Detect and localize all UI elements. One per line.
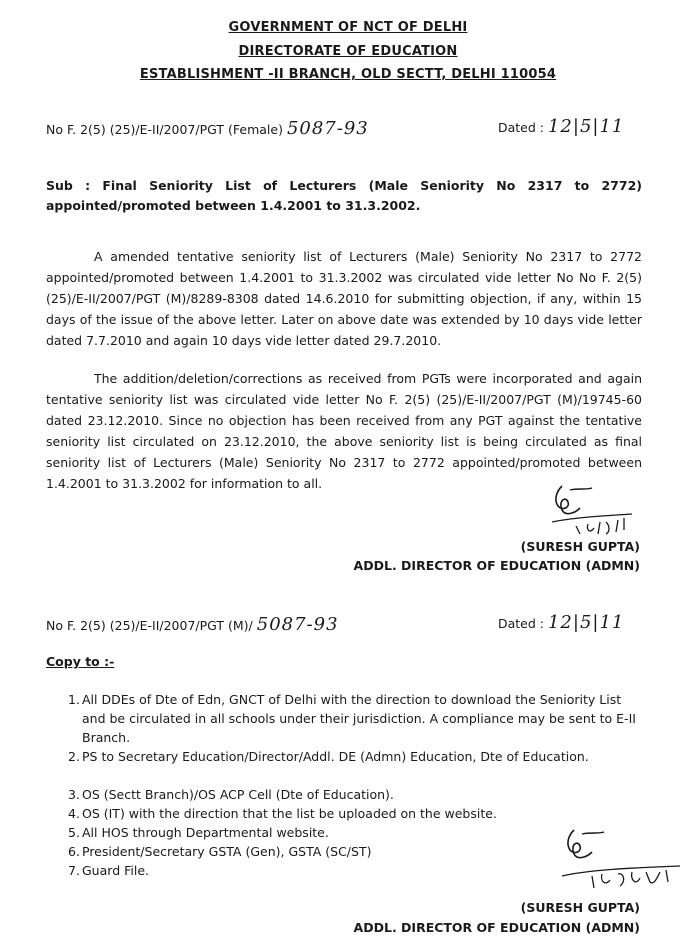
list-item-text: President/Secretary GSTA (Gen), GSTA (SC/ST) bbox=[82, 844, 372, 859]
signatory-name-2: (SURESH GUPTA) bbox=[520, 900, 640, 915]
signatory-designation-2: ADDL. DIRECTOR OF EDUCATION (ADMN) bbox=[353, 920, 640, 935]
list-item bbox=[46, 804, 646, 823]
list-item-text: OS (Sectt Branch)/OS ACP Cell (Dte of Education). bbox=[82, 787, 394, 802]
list-item bbox=[46, 747, 646, 766]
list-item bbox=[46, 785, 646, 804]
reference-number-2-text: No F. 2(5) (25)/E-II/2007/PGT (M)/ bbox=[46, 618, 253, 633]
list-item-number: 3. bbox=[68, 787, 80, 802]
reference-number-1-text: No F. 2(5) (25)/E-II/2007/PGT (Female) bbox=[46, 122, 283, 137]
list-item-text: OS (IT) with the direction that the list be uploaded on the website. bbox=[82, 806, 497, 821]
copy-to-label: Copy to :- bbox=[46, 654, 115, 669]
list-item-text: All DDEs of Dte of Edn, GNCT of Delhi with the direction to download the Seniority List and be circulated in all schools under their jurisdiction. A compliance may be sent to E-II Branch. bbox=[82, 692, 636, 745]
reference-number-2-handwritten: 5087-93 bbox=[256, 614, 339, 635]
date-2-label: Dated : bbox=[498, 616, 544, 631]
list-item-text: PS to Secretary Education/Director/Addl. DE (Admn) Education, Dte of Education. bbox=[82, 749, 589, 764]
signature-1-scribble bbox=[540, 478, 650, 540]
date-1-label: Dated : bbox=[498, 120, 544, 135]
date-1 bbox=[498, 116, 624, 137]
header-government: GOVERNMENT OF NCT OF DELHI bbox=[228, 20, 468, 35]
paragraph-1: A amended tentative seniority list of Lecturers (Male) Seniority No 2317 to 2772 appointed/promoted between 1.4.2001 to 31.3.2002 was circulated vide letter No No F. 2(5) (25)/E-II/2007/PGT (M)/8289-8308 dated 14.6.2010 for submitting objection, if any, within 15 days of the issue of the above letter. Later on above date was extended by 10 days vide letter dated 7.7.2010 and again 10 days vide letter dated 29.7.2010. bbox=[46, 249, 642, 348]
list-item-number: 5. bbox=[68, 825, 80, 840]
list-item-number: 4. bbox=[68, 806, 80, 821]
signature-2-scribble bbox=[548, 824, 688, 894]
header-branch-address: ESTABLISHMENT -II BRANCH, OLD SECTT, DELHI 110054 bbox=[139, 67, 557, 82]
reference-number-1-handwritten: 5087-93 bbox=[286, 118, 369, 139]
date-2 bbox=[498, 612, 624, 633]
list-item-text: All HOS through Departmental website. bbox=[82, 825, 329, 840]
reference-number-1 bbox=[46, 118, 369, 139]
list-item-number: 1. bbox=[68, 692, 80, 707]
signatory-designation-1: ADDL. DIRECTOR OF EDUCATION (ADMN) bbox=[353, 558, 640, 573]
list-item-text: Guard File. bbox=[82, 863, 149, 878]
date-2-handwritten: 12|5|11 bbox=[547, 612, 625, 633]
paragraph-2: The addition/deletion/corrections as received from PGTs were incorporated and again tentative seniority list was circulated vide letter No F. 2(5) (25)/E-II/2007/PGT (M)/19745-60 dated 23.12.2010. Since no objection has been received from any PGT against the tentative seniority list circulated on 23.12.2010, the above seniority list is being circulated as final seniority list of Lecturers (Male) Seniority No 2317 to 2772 appointed/promoted between 1.4.2001 to 31.3.2002 for information to all. bbox=[46, 371, 642, 491]
date-1-handwritten: 12|5|11 bbox=[547, 116, 625, 137]
subject-line: Sub : Final Seniority List of Lecturers (Male Seniority No 2317 to 2772) appointed/promoted between 1.4.2001 to 31.3.2002. bbox=[46, 178, 642, 213]
list-item-number: 7. bbox=[68, 863, 80, 878]
reference-number-2 bbox=[46, 614, 339, 635]
signatory-name-1: (SURESH GUPTA) bbox=[520, 539, 640, 554]
list-item bbox=[46, 690, 646, 747]
list-item-number: 6. bbox=[68, 844, 80, 859]
list-item-number: 2. bbox=[68, 749, 80, 764]
header-directorate: DIRECTORATE OF EDUCATION bbox=[238, 44, 458, 59]
